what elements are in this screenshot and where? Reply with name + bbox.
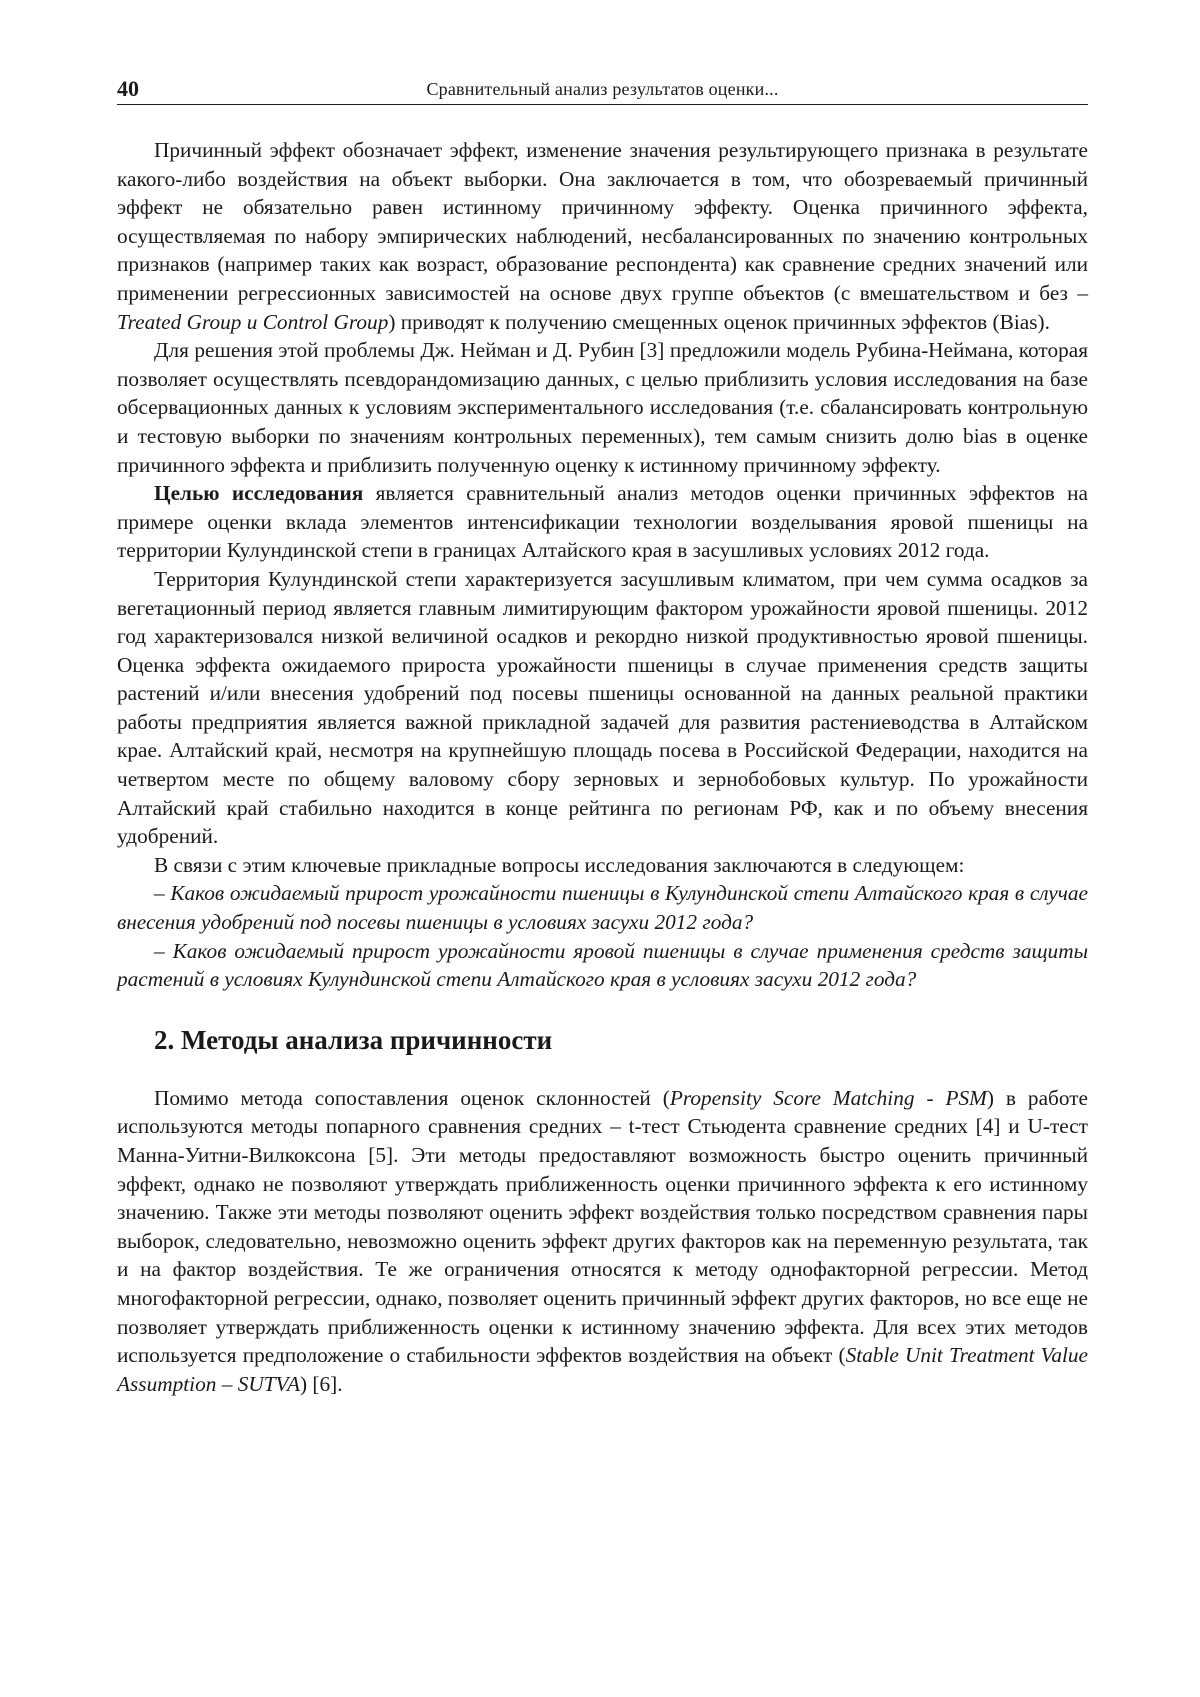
body-text — [117, 136, 1088, 1398]
text-span: ) в работе используются методы попарного сравнения средних – t-тест Стьюдента сравнение средних [4] и U-тест Манна-Уитни-Вилкоксона [5]. Эти методы предоставляют возможность быстро оценить причинный эффект, однако не позволяют утверждать приближенность оценки причинного эффекта к его истинному значению. Также эти методы позволяют оценить эффект воздействия только посредством сравнения пары выборок, следовательно, невозможно оценить эффект других факторов как на переменную результата, так и на фактор воздействия. Те же ограничения относятся к методу однофакторной регрессии. Метод многофакторной регрессии, однако, позволяет оценить причинный эффект других факторов, но все еще не позволяет утверждать приближенность оценки к истинному значению эффекта. Для всех этих методов используется предположение о стабильности эффектов воздействия на объект ( — [117, 1085, 1088, 1368]
paragraph-key-questions: В связи с этим ключевые прикладные вопросы исследования заключаются в следующем: — [154, 852, 965, 877]
bold-term: Целью исследования — [154, 481, 364, 506]
paragraph-methods — [117, 1084, 1088, 1399]
page-number: 40 — [117, 76, 139, 101]
text-span: ) [6]. — [300, 1371, 343, 1396]
text-span: ) приводят к получению смещенных оценок причинных эффектов (Bias). — [388, 309, 1050, 334]
paragraph-research-goal — [117, 479, 1088, 565]
text-span: является сравнительный анализ методов оценки причинных эффектов на примере оценки вклада элементов интенсификации технологии возделывания яровой пшеницы на территории Кулундинской степи в границах Алтайского края в засушливых условиях 2012 года. — [117, 481, 1088, 563]
italic-term: Propensity Score Matching - PSM — [669, 1085, 987, 1110]
text-span: Помимо метода сопоставления оценок склонностей ( — [154, 1085, 670, 1110]
section-heading: 2. Методы анализа причинности — [154, 1024, 553, 1055]
paragraph-kulunda-steppe: Территория Кулундинской степи характеризуется засушливым климатом, при чем сумма осадков за вегетационный период является главным лимитирующим фактором урожайности яровой пшеницы. 2012 год характеризовался низкой величиной осадков и рекордно низкой продуктивностью яровой пшеницы. Оценка эффекта ожидаемого прироста урожайности пшеницы в случае применения средств защиты растений и/или внесения удобрений под посевы пшеницы основанной на данных реальной практики работы предприятия является важной прикладной задачей для развития растениеводства в Алтайском крае. Алтайский край, несмотря на крупнейшую площадь посева в Российской Федерации, находится на четвертом месте по общему валовому сбору зерновых и зернобобовых культур. По урожайности Алтайский край стабильно находится в конце рейтинга по регионам РФ, как и по объему внесения удобрений. — [117, 566, 1088, 849]
paragraph-causal-effect — [117, 136, 1088, 336]
question-fertilizer: – Каков ожидаемый прирост урожайности пшеницы в Кулундинской степи Алтайского края в случае внесения удобрений под посевы пшеницы в условиях засухи 2012 года? — [117, 881, 1088, 935]
text-span: Причинный эффект обозначает эффект, изменение значения результирующего признака в результате какого-либо воздействия на объект выборки. Она заключается в том, что обозреваемый причинный эффект не обязательно равен истинному причинному эффекту. Оценка причинного эффекта, осуществляемая по набору эмпирических наблюдений, несбалансированных по значению контрольных признаков (например таких как возраст, образование респондента) как сравнение средних значений или применении регрессионных зависимостей на основе двух группе объектов (с вмешательством и без – — [117, 138, 1088, 305]
paragraph-rubin-neyman: Для решения этой проблемы Дж. Нейман и Д. Рубин [3] предложили модель Рубина-Неймана, которая позволяет осуществлять псевдорандомизацию данных, с целью приблизить условия исследования на базе обсервационных данных к условиям экспериментального исследования (т.е. сбалансировать контрольную и тестовую выборки по значениям контрольных переменных), тем самым снизить долю bias в оценке причинного эффекта и приблизить полученную оценку к истинному причинному эффекту. — [117, 338, 1088, 477]
italic-term: Stable Unit Treatment Value Assumption – SUTVA — [117, 1343, 1088, 1396]
italic-term: Treated Group и Control Group — [117, 309, 389, 334]
question-plant-protection: – Каков ожидаемый прирост урожайности яровой пшеницы в случае применения средств защиты растений в условиях Кулундинской степи Алтайского края в условиях засухи 2012 года? — [117, 938, 1088, 992]
running-title: Сравнительный анализ результатов оценки... — [426, 79, 779, 99]
page-header — [117, 76, 1088, 105]
